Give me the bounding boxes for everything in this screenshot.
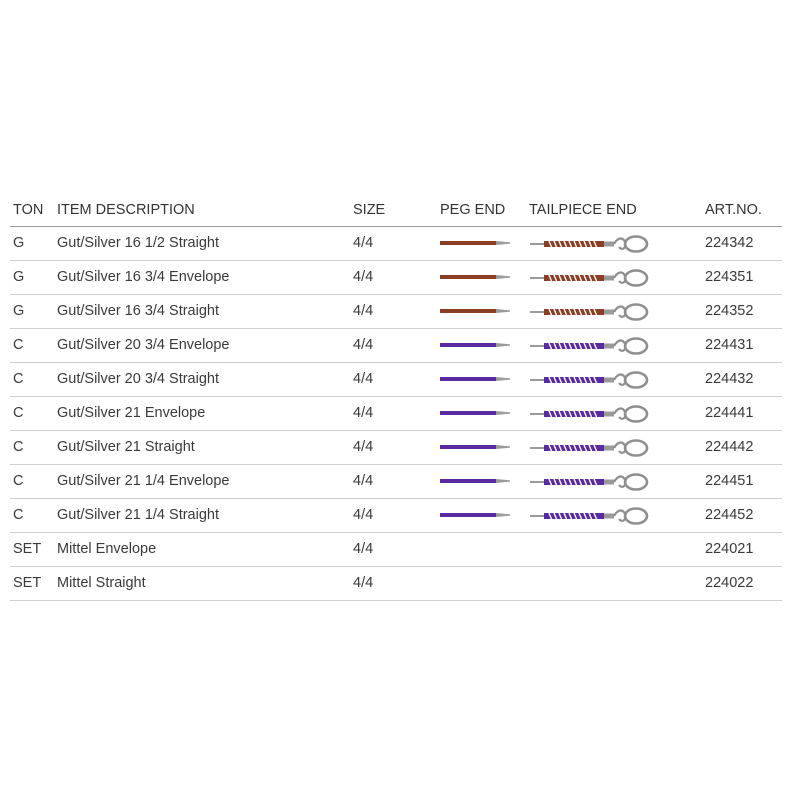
table-row — [10, 363, 782, 397]
cell-ton: C — [13, 337, 24, 353]
peg-end-icon — [440, 442, 512, 452]
cell-size: 4/4 — [353, 541, 374, 557]
cell-size: 4/4 — [353, 507, 374, 523]
tailpiece-end-icon — [530, 403, 652, 425]
cell-ton: SET — [13, 541, 42, 557]
string-table — [10, 195, 782, 601]
cell-ton: G — [13, 235, 25, 251]
tailpiece-end-icon — [530, 335, 652, 357]
table-row — [10, 465, 782, 499]
cell-art-no: 224452 — [705, 507, 754, 523]
cell-art-no: 224451 — [705, 473, 754, 489]
cell-art-no: 224021 — [705, 541, 754, 557]
table-row — [10, 295, 782, 329]
cell-item-description: Gut/Silver 20 3/4 Envelope — [57, 337, 230, 353]
table-body — [10, 227, 782, 601]
table-row — [10, 261, 782, 295]
peg-end-icon — [440, 510, 512, 520]
cell-art-no: 224431 — [705, 337, 754, 353]
tailpiece-end-icon — [530, 267, 652, 289]
table-row — [10, 329, 782, 363]
cell-item-description: Gut/Silver 21 1/4 Straight — [57, 507, 219, 523]
cell-ton: SET — [13, 575, 42, 591]
cell-size: 4/4 — [353, 405, 374, 421]
cell-ton: G — [13, 269, 25, 285]
cell-item-description: Gut/Silver 21 1/4 Envelope — [57, 473, 230, 489]
cell-item-description: Gut/Silver 21 Envelope — [57, 405, 206, 421]
tailpiece-end-icon — [530, 471, 652, 493]
cell-art-no: 224432 — [705, 371, 754, 387]
tailpiece-end-icon — [530, 301, 652, 323]
cell-item-description: Gut/Silver 16 3/4 Straight — [57, 303, 219, 319]
header-tailpiece-end: TAILPIECE END — [529, 202, 637, 218]
cell-ton: C — [13, 507, 24, 523]
cell-item-description: Mittel Envelope — [57, 541, 157, 557]
header-ton: TON — [13, 202, 44, 218]
cell-art-no: 224442 — [705, 439, 754, 455]
peg-end-icon — [440, 340, 512, 350]
cell-art-no: 224022 — [705, 575, 754, 591]
cell-size: 4/4 — [353, 269, 374, 285]
cell-item-description: Gut/Silver 16 3/4 Envelope — [57, 269, 230, 285]
cell-art-no: 224352 — [705, 303, 754, 319]
cell-size: 4/4 — [353, 439, 374, 455]
cell-ton: G — [13, 303, 25, 319]
peg-end-icon — [440, 238, 512, 248]
cell-item-description: Mittel Straight — [57, 575, 146, 591]
table-row — [10, 227, 782, 261]
table-header — [10, 195, 782, 227]
peg-end-icon — [440, 408, 512, 418]
cell-art-no: 224441 — [705, 405, 754, 421]
header-item-description: ITEM DESCRIPTION — [57, 202, 195, 218]
cell-size: 4/4 — [353, 303, 374, 319]
table-row — [10, 397, 782, 431]
header-peg-end: PEG END — [440, 202, 506, 218]
tailpiece-end-icon — [530, 369, 652, 391]
tailpiece-end-icon — [530, 233, 652, 255]
peg-end-icon — [440, 374, 512, 384]
header-size: SIZE — [353, 202, 386, 218]
cell-size: 4/4 — [353, 575, 374, 591]
header-art-no: ART.NO. — [705, 202, 762, 218]
cell-art-no: 224351 — [705, 269, 754, 285]
cell-ton: C — [13, 405, 24, 421]
table-row — [10, 533, 782, 567]
cell-ton: C — [13, 473, 24, 489]
cell-size: 4/4 — [353, 235, 374, 251]
cell-size: 4/4 — [353, 371, 374, 387]
tailpiece-end-icon — [530, 437, 652, 459]
cell-ton: C — [13, 371, 24, 387]
tailpiece-end-icon — [530, 505, 652, 527]
cell-art-no: 224342 — [705, 235, 754, 251]
cell-size: 4/4 — [353, 337, 374, 353]
cell-size: 4/4 — [353, 473, 374, 489]
peg-end-icon — [440, 272, 512, 282]
cell-item-description: Gut/Silver 21 Straight — [57, 439, 195, 455]
table-row — [10, 567, 782, 601]
peg-end-icon — [440, 306, 512, 316]
peg-end-icon — [440, 476, 512, 486]
table-row — [10, 431, 782, 465]
table-row — [10, 499, 782, 533]
cell-ton: C — [13, 439, 24, 455]
cell-item-description: Gut/Silver 16 1/2 Straight — [57, 235, 219, 251]
cell-item-description: Gut/Silver 20 3/4 Straight — [57, 371, 219, 387]
